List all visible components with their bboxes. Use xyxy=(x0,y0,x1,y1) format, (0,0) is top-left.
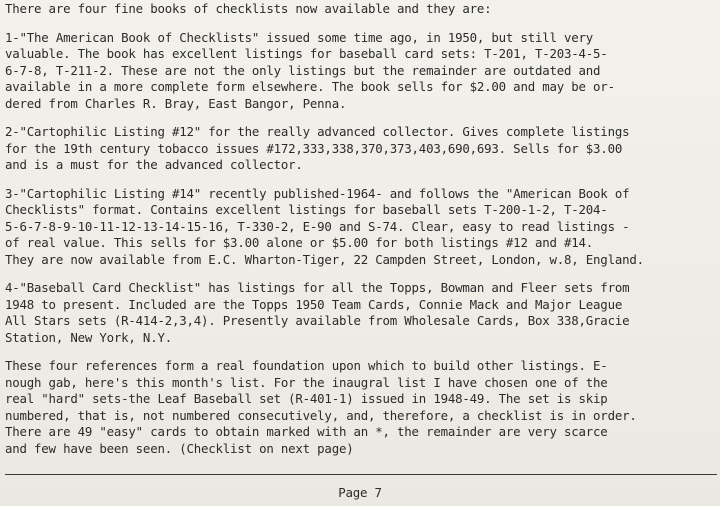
paragraph-summary xyxy=(5,358,717,457)
divider-line xyxy=(5,474,717,475)
text-line: and is a must for the advanced collector. xyxy=(5,157,303,172)
text-line: numbered, that is, not numbered consecutively, and, therefore, a checklist is in order. xyxy=(5,407,637,423)
text-line: These four references form a real foundation upon which to build other listings. E- xyxy=(5,358,608,373)
intro-line: There are four fine books of checklists now available and they are: xyxy=(5,1,492,16)
text-line: real "hard" sets-the Leaf Baseball set (R-401-1) issued in 1948-49. The set is skip xyxy=(5,391,608,406)
text-line: 1948 to present. Included are the Topps 1950 Team Cards, Connie Mack and Major League xyxy=(5,296,623,312)
text-line: valuable. The book has excellent listings for baseball card sets: T-201, T-203-4-5- xyxy=(5,46,608,61)
paragraph-book-4 xyxy=(5,280,717,346)
text-line: 4-"Baseball Card Checklist" has listings for all the Topps, Bowman and Fleer sets from xyxy=(5,280,630,295)
text-line: Station, New York, N.Y. xyxy=(5,329,172,345)
paragraph-book-1 xyxy=(5,30,717,113)
text-line: 1-"The American Book of Checklists" issued some time ago, in 1950, but still very xyxy=(5,29,594,45)
text-line: and few have been seen. (Checklist on next page) xyxy=(5,440,354,456)
paragraph-book-3 xyxy=(5,186,717,269)
text-line: for the 19th century tobacco issues #172,333,338,370,373,403,690,693. Sells for $3.00 xyxy=(5,140,623,156)
text-line: They are now available from E.C. Wharton-Tiger, 22 Campden Street, London, w.8, England. xyxy=(5,251,644,267)
text-line: of real value. This sells for $3.00 alone or $5.00 for both listings #12 and #14. xyxy=(5,235,594,250)
paragraph-book-2 xyxy=(5,124,717,174)
page-number: Page 7 xyxy=(338,485,382,500)
text-line: 2-"Cartophilic Listing #12" for the really advanced collector. Gives complete listings xyxy=(5,124,630,139)
text-line: nough gab, here's this month's list. For the inaugral list I have chosen one of the xyxy=(5,374,608,390)
text-line: available in a more complete form elsewhere. The book sells for $2.00 and may be or- xyxy=(5,79,615,94)
text-line: 6-7-8, T-211-2. These are not the only listings but the remainder are outdated and xyxy=(5,62,601,78)
text-line: All Stars sets (R-414-2,3,4). Presently available from Wholesale Cards, Box 338,Gracie xyxy=(5,313,630,328)
page-body xyxy=(5,1,717,457)
text-line: 5-6-7-8-9-10-11-12-13-14-15-16, T-330-2, E-90 and S-74. Clear, easy to read listings - xyxy=(5,218,630,234)
text-line: Checklists" format. Contains excellent listings for baseball sets T-200-1-2, T-204- xyxy=(5,202,608,217)
text-line: There are 49 "easy" cards to obtain marked with an *, the remainder are very scarce xyxy=(5,424,608,439)
text-line: dered from Charles R. Bray, East Bangor, Penna. xyxy=(5,95,347,111)
text-line: 3-"Cartophilic Listing #14" recently published-1964- and follows the "American Book of xyxy=(5,185,630,201)
